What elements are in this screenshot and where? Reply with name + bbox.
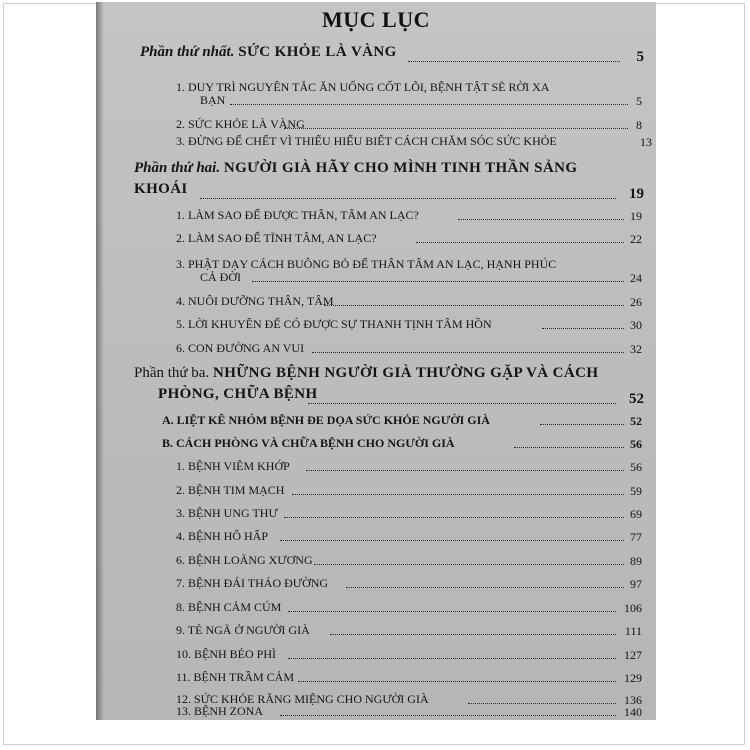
page-number: 89: [630, 554, 642, 568]
part-heading: SỨC KHỎE LÀ VÀNG: [238, 44, 397, 60]
toc-item: 3. ĐỪNG ĐỂ CHẾT VÌ THIẾU HIỂU BIẾT CÁCH CHĂM SÓC SỨC KHỎE 13: [176, 134, 652, 149]
toc-part-2: KHOÁI 19: [134, 181, 644, 202]
dot-leader: [314, 564, 624, 565]
toc-part-3: PHÒNG, CHỮA BỆNH 52: [158, 386, 644, 407]
page-spine-shadow: [96, 2, 104, 720]
dot-leader: [284, 517, 624, 518]
part-intro: Phần thứ ba.: [134, 365, 210, 381]
toc-part-3-heading: [134, 365, 598, 382]
dot-leader: [200, 198, 616, 199]
page-number: 52: [630, 414, 642, 428]
page-number: 13: [640, 135, 652, 149]
dot-leader: [408, 61, 620, 62]
toc-item: 6. CON ĐƯỜNG AN VUI 32: [176, 341, 642, 356]
page-number: 56: [630, 460, 642, 474]
page-number: 129: [624, 671, 642, 685]
dot-leader: [280, 715, 616, 716]
toc-item: 8. BỆNH CẢM CÚM 106: [176, 600, 642, 615]
toc-item: 7. BỆNH ĐÁI THÁO ĐƯỜNG 97: [176, 576, 642, 591]
dot-leader: [540, 424, 624, 425]
page-number: 111: [624, 624, 642, 638]
dot-leader: [312, 352, 624, 353]
toc-item-line: 1. DUY TRÌ NGUYÊN TẮC ĂN UỐNG CỐT LÕI, BỆNH TẬT SẼ RỜI XA: [176, 80, 550, 94]
dot-leader: [330, 634, 616, 635]
page-number: 26: [630, 295, 642, 309]
toc-item: 1. BỆNH VIÊM KHỚP 56: [176, 459, 642, 474]
dot-leader: [514, 447, 624, 448]
dot-leader: [298, 681, 616, 682]
dot-leader: [306, 470, 624, 471]
dot-leader: [284, 128, 628, 129]
page-number: 24: [630, 271, 642, 285]
toc-item: 2. LÀM SAO ĐỂ TĨNH TÂM, AN LẠC? 22: [176, 231, 642, 246]
page-number: 52: [629, 391, 644, 407]
page-number: 59: [630, 484, 642, 498]
toc-section: B. CÁCH PHÒNG VÀ CHỮA BỆNH CHO NGƯỜI GIÀ 56: [162, 436, 642, 451]
dot-leader: [252, 281, 624, 282]
dot-leader: [288, 658, 616, 659]
toc-item: 12. SỨC KHỎE RĂNG MIỆNG CHO NGƯỜI GIÀ 136: [176, 692, 642, 707]
dot-leader: [458, 219, 624, 220]
part-intro: Phần thứ nhất.: [140, 44, 235, 60]
toc-item: 13. BỆNH ZONA 140: [176, 704, 642, 719]
dot-leader: [230, 104, 628, 105]
page-number: 56: [630, 437, 642, 451]
part-intro: Phần thứ hai.: [134, 160, 221, 176]
toc-item: 11. BỆNH TRẦM CẢM 129: [176, 670, 642, 685]
book-page: [96, 2, 656, 720]
toc-item: 4. NUÔI DƯỠNG THÂN, TÂM 26: [176, 294, 642, 309]
toc-section: A. LIỆT KÊ NHÓM BỆNH ĐE DỌA SỨC KHỎE NGƯỜI GIÀ 52: [162, 413, 642, 428]
toc-item: BẠN 5: [200, 93, 642, 108]
dot-leader: [308, 403, 616, 404]
toc-item: 1. LÀM SAO ĐỂ ĐƯỢC THÂN, TÂM AN LẠC? 19: [176, 208, 642, 223]
page-number: 69: [630, 507, 642, 521]
toc-item: 5. LỜI KHUYÊN ĐỂ CÓ ĐƯỢC SỰ THANH TỊNH TÂM HỒN 30: [176, 317, 642, 332]
dot-leader: [288, 611, 616, 612]
page-number: 140: [624, 705, 642, 719]
toc-item: 3. BỆNH UNG THƯ 69: [176, 506, 642, 521]
page-number: 5: [636, 49, 644, 65]
page-title: MỤC LỤC: [322, 7, 430, 32]
page-number: 127: [624, 648, 642, 662]
page-number: 5: [636, 94, 642, 108]
page-number: 19: [630, 209, 642, 223]
page-number: 8: [636, 118, 642, 132]
page-number: 19: [629, 186, 644, 202]
dot-leader: [280, 540, 624, 541]
part-heading: NGƯỜI GIÀ HÃY CHO MÌNH TINH THẦN SẢNG: [223, 160, 578, 176]
toc-item: 6. BỆNH LOÃNG XƯƠNG 89: [176, 553, 642, 568]
page-number: 97: [630, 577, 642, 591]
page-number: 22: [630, 232, 642, 246]
dot-leader: [324, 305, 624, 306]
dot-leader: [292, 494, 624, 495]
dot-leader: [416, 242, 624, 243]
toc-part-2-heading: [134, 160, 577, 177]
toc-item: 2. BỆNH TIM MẠCH 59: [176, 483, 642, 498]
toc-item-line: 3. PHẬT DẠY CÁCH BUÔNG BỎ ĐỂ THÂN TÂM AN LẠC, HẠNH PHÚC: [176, 257, 557, 271]
page-number: 136: [624, 693, 642, 707]
part-heading: NHỮNG BỆNH NGƯỜI GIÀ THƯỜNG GẶP VÀ CÁCH: [212, 365, 599, 381]
toc-part-1: [140, 44, 644, 66]
page-number: 30: [630, 318, 642, 332]
toc-item: 4. BỆNH HÔ HẤP 77: [176, 529, 642, 544]
page-number: 106: [624, 601, 642, 615]
toc-item: 10. BỆNH BÉO PHÌ 127: [176, 647, 642, 662]
toc-item: CẢ ĐỜI 24: [200, 270, 642, 285]
toc-item: 9. TÉ NGÃ Ở NGƯỜI GIÀ 111: [176, 623, 642, 638]
dot-leader: [346, 587, 624, 588]
dot-leader: [542, 328, 624, 329]
toc-item: 2. SỨC KHỎE LÀ VÀNG 8: [176, 117, 642, 132]
page-number: 77: [630, 530, 642, 544]
page-number: 32: [630, 342, 642, 356]
